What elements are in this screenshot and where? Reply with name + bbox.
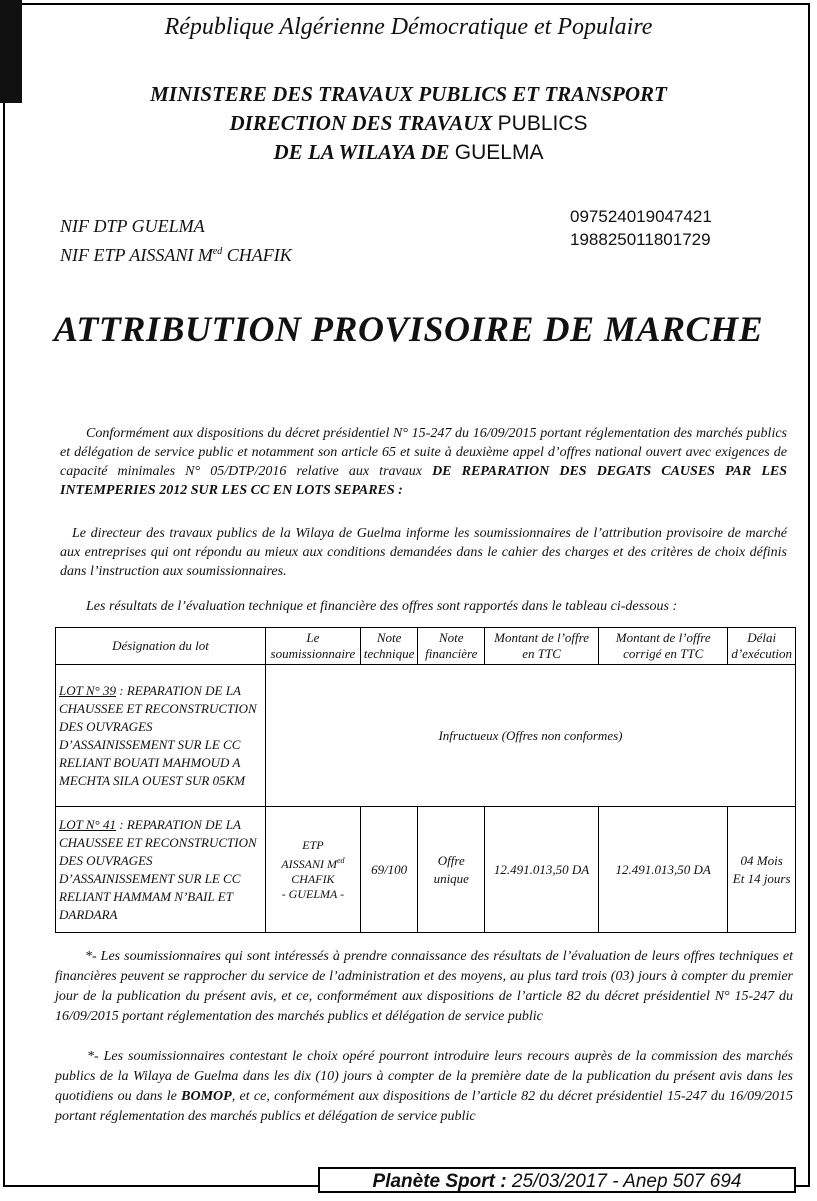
bidder-line-2-sup: ed bbox=[336, 855, 345, 865]
ministry-line-3-tail: GUELMA bbox=[454, 141, 544, 164]
ministry-line-2 bbox=[0, 109, 817, 138]
lot-41-desc: : REPARATION DE LA CHAUSSEE ET RECONSTRUCTION DES OUVRAGES D’ASSAINISSEMENT SUR LE CC RELIANT HAMMAM N’BAIL ET DARDARA bbox=[59, 816, 257, 922]
nif-etp-label-pre: NIF ETP AISSANI M bbox=[60, 245, 213, 265]
paragraph-director: Le directeur des travaux publics de la Wilaya de Guelma informe les soumissionnaires de l’attribution provisoire de marché aux entreprises qui ont répondu au mieux aux conditions demandées dans le cahier des charges et des critères de choix définis dans l’instruction aux soumissionnaires. bbox=[60, 526, 787, 579]
header-amount: Montant de l’offre en TTC bbox=[485, 628, 599, 665]
table-header-row bbox=[56, 628, 796, 665]
nif-dtp-label: NIF DTP GUELMA bbox=[60, 216, 205, 236]
nif-etp-label bbox=[60, 239, 292, 268]
lot-41-amount-corrected: 12.491.013,50 DA bbox=[599, 807, 728, 933]
paragraph-decree-text: Conformément aux dispositions du décret présidentiel N° 15-247 du 16/09/2015 portant réglementation des marchés publics et délégation de service public et notamment son article 65 et suite à deuxième appel d’offres national ouvert avec exigences de capacité minimales N° 05/DTP/2016 relative aux travaux bbox=[60, 426, 787, 479]
nif-etp-value: 198825011801729 bbox=[570, 230, 711, 249]
note-appeal-bold: BOMOP bbox=[181, 1089, 232, 1104]
lot-41-bidder bbox=[265, 807, 360, 933]
lot-41-fin-note bbox=[418, 807, 485, 933]
nif-etp-label-sup: ed bbox=[212, 246, 223, 257]
lot-41-delay bbox=[728, 807, 796, 933]
lot-39-cell bbox=[56, 665, 266, 807]
lot-39-id: LOT N° 39 bbox=[59, 682, 116, 698]
lot-41-amount: 12.491.013,50 DA bbox=[485, 807, 599, 933]
publication-footer bbox=[318, 1167, 796, 1193]
fin-note-line-2: unique bbox=[433, 870, 469, 886]
bidder-line-3: CHAFIK bbox=[291, 871, 335, 886]
delay-line-1: 04 Mois bbox=[740, 852, 783, 868]
page-title: ATTRIBUTION PROVISOIRE DE MARCHE bbox=[53, 309, 764, 349]
header-tech-note: Note technique bbox=[360, 628, 418, 665]
ministry-line-1: MINISTERE DES TRAVAUX PUBLICS ET TRANSPORT bbox=[150, 82, 667, 106]
bidder-line-2 bbox=[269, 853, 357, 872]
paragraph-decree-bold: DE REPARATION DES DEGATS CAUSES PAR LES INTEMPERIES 2012 SUR LES CC EN LOTS SEPARES : bbox=[60, 464, 788, 498]
lot-39-status: Infructueux (Offres non conformes) bbox=[265, 665, 795, 807]
lot-39-desc: : REPARATION DE LA CHAUSSEE ET RECONSTRUCTION DES OUVRAGES D’ASSAINISSEMENT SUR LE CC RELIANT BOUATI MAHMOUD A MECHTA SILA OUEST SUR 05KM bbox=[59, 682, 257, 788]
lot-41-id: LOT N° 41 bbox=[59, 816, 116, 832]
nif-dtp-value: 097524019047421 bbox=[570, 207, 712, 226]
bidder-line-1: ETP bbox=[302, 837, 324, 852]
header-amount-corrected: Montant de l’offre corrigé en TTC bbox=[599, 628, 728, 665]
ministry-line-2-text: DIRECTION DES TRAVAUX bbox=[229, 111, 493, 135]
header-fin-note: Note financière bbox=[418, 628, 485, 665]
nif-labels bbox=[60, 214, 292, 268]
delay-line-2: Et 14 jours bbox=[732, 870, 791, 886]
table-row bbox=[56, 665, 796, 807]
ministry-line-3-text: DE LA WILAYA DE bbox=[273, 140, 450, 164]
note-appeal-pre: *- Les soumissionnaires contestant le choix opéré pourront introduire leurs recours auprès de la commission des marchés publics de la Wilaya de Guelma dans les dix (10) jours à compter de la première date de la publication du présent avis dans les quotidiens ou dans le bbox=[55, 1049, 793, 1104]
ministry-heading bbox=[0, 80, 817, 167]
header-bidder: Le soumissionnaire bbox=[265, 628, 360, 665]
bidder-line-2-pre: AISSANI M bbox=[281, 856, 337, 871]
table-row bbox=[56, 807, 796, 933]
ministry-line-3 bbox=[0, 138, 817, 167]
header-delay: Délai d’exécution bbox=[728, 628, 796, 665]
ministry-line-2-tail: PUBLICS bbox=[497, 112, 588, 135]
results-table bbox=[55, 627, 796, 933]
paragraph-decree bbox=[60, 424, 787, 500]
header-lot: Désignation du lot bbox=[56, 628, 266, 665]
nif-etp-label-post: CHAFIK bbox=[222, 245, 292, 265]
fin-note-line-1: Offre bbox=[437, 852, 465, 868]
note-appeal bbox=[55, 1047, 793, 1127]
republic-heading: République Algérienne Démocratique et Populaire bbox=[164, 14, 653, 40]
lot-41-tech-note: 69/100 bbox=[360, 807, 418, 933]
footer-source: Planète Sport : bbox=[372, 1171, 507, 1192]
footer-details: 25/03/2017 - Anep 507 694 bbox=[506, 1171, 742, 1192]
note-appeal-post: , et ce, conformément aux dispositions de l’article 82 du décret présidentiel 15-247 du 16/09/2015 portant réglementation des marchés publics et délégation de service public bbox=[55, 1089, 794, 1124]
paragraph-results-intro: Les résultats de l’évaluation technique et financière des offres sont rapportés dans le tableau ci-dessous : bbox=[86, 599, 678, 614]
note-consultation: *- Les soumissionnaires qui sont intéressés à prendre connaissance des résultats de l’évaluation de leurs offres techniques et financières peuvent se rapprocher du service de l’administration et des moyens, au plus tard trois (03) jours à compter du premier jour de la publication du présent avis, et ce, conformément aux dispositions de l’article 82 du décret présidentiel N° 15-247 du 16/09/2015 portant réglementation des marchés publics et délégation de service public bbox=[55, 949, 793, 1024]
nif-values bbox=[570, 205, 712, 251]
bidder-line-4: - GUELMA - bbox=[281, 886, 345, 901]
lot-41-cell bbox=[56, 807, 266, 933]
